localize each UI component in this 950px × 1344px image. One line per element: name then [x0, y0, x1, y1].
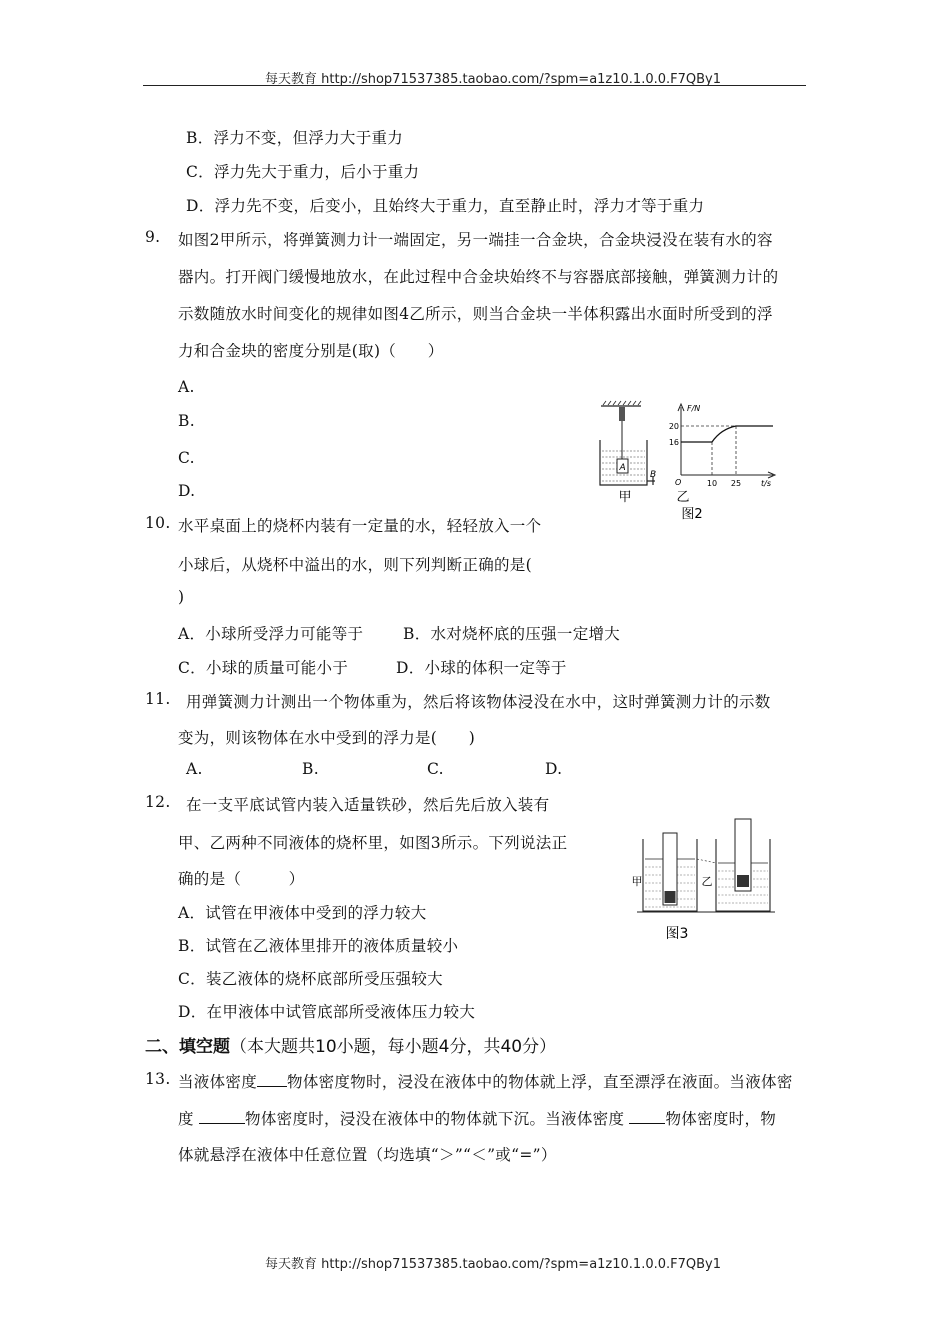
q10-line1: 水平桌面上的烧杯内装有一定量的水，轻轻放入一个 — [178, 517, 542, 535]
q13-line1 — [178, 1070, 793, 1092]
figure-2-yi-label: 乙 — [676, 490, 690, 505]
q9-option-d: D. — [178, 482, 196, 500]
figure-2-y-tick-20: 20 — [668, 422, 679, 431]
q10-option-c: C．小球的质量可能小于 — [178, 659, 349, 677]
q11-option-d: D. — [545, 760, 563, 778]
q10-line3: ) — [178, 588, 185, 606]
section-2-heading — [145, 1032, 556, 1057]
q9-line4: 力和合金块的密度分别是(取)（ ） — [178, 342, 444, 360]
figure-2-y-tick-16: 16 — [668, 438, 679, 447]
q9-line3: 示数随放水时间变化的规律如图4乙所示，则当合金块一半体积露出水面时所受到的浮 — [178, 305, 773, 323]
q12-option-c: C．装乙液体的烧杯底部所受压强较大 — [178, 970, 443, 988]
q11-number: 11. — [145, 690, 171, 708]
section-2-note: （本大题共10小题，每小题4分，共40分） — [230, 1037, 557, 1057]
section-2-title: 二、填空题 — [145, 1037, 230, 1057]
q10-option-d: D．小球的体积一定等于 — [396, 659, 567, 677]
q13-line1-part-a: 当液体密度 — [178, 1073, 258, 1091]
page-footer: 每天教育 http://shop71537385.taobao.com/?spm=a1z10.1.0.0.F7QBy1 — [265, 1257, 722, 1272]
q12-option-d: D．在甲液体中试管底部所受液体压力较大 — [178, 1003, 476, 1021]
q9-line1: 如图2甲所示，将弹簧测力计一端固定，另一端挂一合金块，合金块浸没在装有水的容 — [178, 231, 773, 249]
q9-option-b: B. — [178, 412, 195, 430]
q13-line3: 体就悬浮在液体中任意位置（均选填“＞”“＜”或“=”） — [178, 1146, 557, 1164]
figure-3-jia-label: 甲 — [631, 875, 643, 888]
figure-3-yi-label: 乙 — [701, 875, 713, 888]
q13-blank-1[interactable] — [257, 1072, 287, 1087]
header-rule — [143, 85, 806, 86]
figure-2-graph — [669, 404, 775, 488]
figure-3-beaker-yi — [716, 819, 770, 911]
q9-option-a: A. — [178, 378, 195, 396]
figure-2-x-axis-label: t/s — [761, 479, 771, 488]
q11-line2: 变为，则该物体在水中受到的浮力是( ) — [178, 729, 476, 747]
figure-3 — [625, 815, 775, 950]
q11-option-a: A. — [186, 760, 203, 778]
figure-2-x-tick-25: 25 — [730, 479, 742, 488]
q13-blank-2[interactable] — [199, 1109, 245, 1124]
q8-option-d: D．浮力先不变，后变小，且始终大于重力，直至静止时，浮力才等于重力 — [186, 197, 705, 215]
figure-2 — [595, 395, 790, 525]
q13-line2-part-b: 物体密度时，浸没在液体中的物体就下沉。当液体密度 — [245, 1110, 625, 1128]
q13-line1-part-b: 物体密度物时，浸没在液体中的物体就上浮，直至漂浮在液面。当液体密 — [287, 1073, 793, 1091]
figure-2-x-tick-10: 10 — [706, 479, 718, 488]
q10-option-a: A．小球所受浮力可能等于 — [178, 625, 364, 643]
q12-line3: 确的是（ ） — [178, 870, 305, 888]
figure-2-jia-label: 甲 — [618, 490, 632, 505]
q11-option-b: B. — [302, 760, 319, 778]
q12-line1: 在一支平底试管内装入适量铁砂，然后先后放入装有 — [186, 796, 550, 814]
q12-line2: 甲、乙两种不同液体的烧杯里，如图3所示。下列说法正 — [178, 834, 568, 852]
q9-number: 9. — [145, 228, 161, 246]
q12-option-b: B．试管在乙液体里排开的液体质量较小 — [178, 937, 459, 955]
figure-2-origin: O — [675, 478, 682, 487]
q11-line1: 用弹簧测力计测出一个物体重为，然后将该物体浸没在水中，这时弹簧测力计的示数 — [186, 693, 771, 711]
q9-line2: 器内。打开阀门缓慢地放水，在此过程中合金块始终不与容器底部接触，弹簧测力计的 — [178, 268, 779, 286]
q13-line2 — [178, 1107, 776, 1129]
figure-2-y-axis-label: F/N — [687, 404, 701, 413]
q12-number: 12. — [145, 793, 171, 811]
q9-option-c: C. — [178, 449, 195, 467]
figure-3-caption: 图3 — [665, 926, 689, 942]
figure-2-apparatus — [600, 401, 656, 485]
q10-option-b: B．水对烧杯底的压强一定增大 — [403, 625, 621, 643]
figure-3-beaker-jia — [643, 833, 697, 911]
q10-number: 10. — [145, 514, 171, 532]
figure-2-label-a: A — [619, 463, 626, 473]
q13-line2-part-a: 度 — [178, 1110, 194, 1128]
q13-blank-3[interactable] — [629, 1109, 665, 1124]
figure-2-label-b: B — [650, 470, 657, 480]
q10-line2: 小球后，从烧杯中溢出的水，则下列判断正确的是( — [178, 556, 532, 574]
figure-2-caption: 图2 — [681, 507, 703, 522]
q8-option-b: B．浮力不变，但浮力大于重力 — [186, 129, 404, 147]
page-header: 每天教育 http://shop71537385.taobao.com/?spm=a1z10.1.0.0.F7QBy1 — [265, 72, 722, 87]
q13-line2-part-c: 物体密度时，物 — [665, 1110, 777, 1128]
q11-option-c: C. — [427, 760, 444, 778]
q12-option-a: A．试管在甲液体中受到的浮力较大 — [178, 904, 427, 922]
q13-number: 13. — [145, 1070, 171, 1088]
q8-option-c: C．浮力先大于重力，后小于重力 — [186, 163, 420, 181]
